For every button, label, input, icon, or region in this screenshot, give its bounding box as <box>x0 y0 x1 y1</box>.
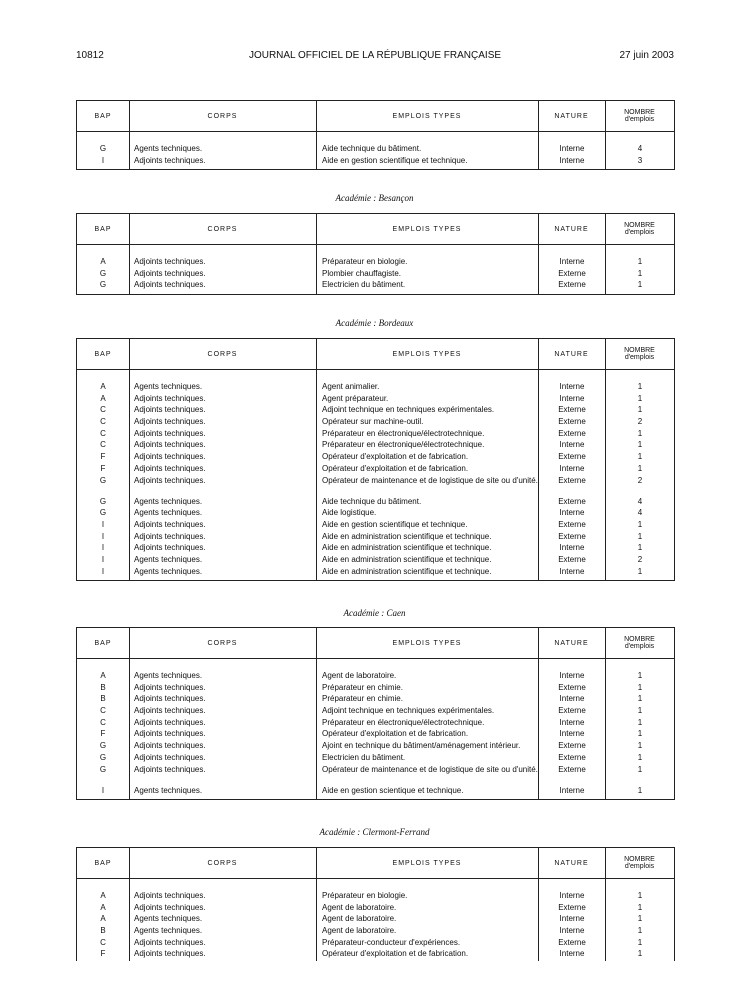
header-nombre <box>605 339 674 369</box>
cell-emploi-type: Agent de laboratoire. <box>322 671 397 680</box>
cell-nombre: 1 <box>637 531 643 541</box>
header-bap: BAP <box>94 859 112 867</box>
cell-nombre: 1 <box>637 428 643 438</box>
cell-nombre: 1 <box>637 405 643 415</box>
cell-nature: Externe <box>558 428 586 438</box>
cell-bap: C <box>100 428 106 438</box>
cell-emploi-type: Préparateur-conducteur d'expériences. <box>322 937 461 947</box>
header-corps: CORPS <box>207 350 238 358</box>
cell-corps: Adjoints techniques. <box>134 428 206 438</box>
header-nombre <box>605 628 674 658</box>
cell-emploi-type: Aide en gestion scientifique et technique. <box>322 155 468 165</box>
cell-nature: Interne <box>559 144 585 153</box>
cell-emploi-type: Aide en gestion scientifique et technique. <box>322 519 468 529</box>
cell-bap: G <box>99 144 107 153</box>
cell-emploi-type: Agent de laboratoire. <box>322 914 397 924</box>
academie-title: Académie : Besançon <box>335 193 414 203</box>
cell-nature: Interne <box>559 694 585 704</box>
cell-bap: I <box>101 785 105 795</box>
cell-corps: Adjoints techniques. <box>134 519 206 529</box>
cell-emploi-type: Adjoint technique en techniques expérimentales. <box>322 405 495 415</box>
table-row <box>77 729 674 741</box>
table-row <box>77 694 674 706</box>
cell-bap: I <box>101 543 105 553</box>
cell-nombre: 2 <box>637 475 643 485</box>
cell-bap: F <box>100 463 106 473</box>
cell-nombre: 1 <box>637 717 643 727</box>
cell-nature: Interne <box>559 508 585 518</box>
table-header <box>77 101 674 132</box>
table-header <box>77 214 674 245</box>
table-row <box>77 156 674 168</box>
cell-bap: B <box>100 682 106 692</box>
cell-bap: G <box>99 752 107 762</box>
cell-bap: G <box>99 741 107 751</box>
table-row <box>77 938 674 950</box>
academie-title: Académie : Bordeaux <box>335 318 414 328</box>
cell-nature: Externe <box>558 531 586 541</box>
cell-bap: A <box>100 891 106 900</box>
cell-bap: C <box>100 405 106 415</box>
cell-bap: A <box>100 902 106 912</box>
cell-bap: F <box>100 949 106 959</box>
employment-table <box>76 213 675 295</box>
table-header <box>77 848 674 879</box>
cell-corps: Adjoints techniques. <box>134 452 206 462</box>
header-nombre <box>605 848 674 878</box>
cell-corps: Agents techniques. <box>134 566 203 576</box>
cell-corps: Adjoints techniques. <box>134 937 206 947</box>
cell-bap: G <box>99 508 107 518</box>
cell-emploi-type: Opérateur d'exploitation et de fabrication. <box>322 729 469 739</box>
header-emplois-types: EMPLOIS TYPES <box>392 859 462 867</box>
cell-nature: Interne <box>559 891 585 900</box>
table-row <box>77 683 674 695</box>
cell-bap: I <box>101 531 105 541</box>
cell-corps: Agents techniques. <box>134 671 203 680</box>
cell-nature: Externe <box>558 937 586 947</box>
cell-nature: Externe <box>558 752 586 762</box>
cell-bap: A <box>100 671 106 680</box>
header-nombre-line1: NOMBRE <box>624 347 655 354</box>
cell-bap: C <box>100 937 106 947</box>
cell-nature: Interne <box>559 785 585 795</box>
cell-corps: Adjoints techniques. <box>134 280 206 290</box>
publication-date: 27 juin 2003 <box>619 50 674 61</box>
cell-bap: A <box>100 393 106 403</box>
cell-emploi-type: Préparateur en chimie. <box>322 682 403 692</box>
cell-nature: Externe <box>558 519 586 529</box>
cell-emploi-type: Aide technique du bâtiment. <box>322 144 422 153</box>
cell-emploi-type: Aide en administration scientifique et technique. <box>322 566 492 576</box>
table-body <box>77 245 674 294</box>
cell-nature: Interne <box>559 914 585 924</box>
header-corps: CORPS <box>207 639 238 647</box>
header-corps: CORPS <box>207 859 238 867</box>
table-row <box>77 382 674 394</box>
header-nombre-line1: NOMBRE <box>624 222 655 229</box>
cell-corps: Adjoints techniques. <box>134 268 206 278</box>
cell-bap: C <box>100 706 106 716</box>
employment-table <box>76 100 675 170</box>
header-nombre-line1: NOMBRE <box>624 109 655 116</box>
header-nature: NATURE <box>554 859 589 867</box>
table-body <box>77 879 674 961</box>
header-corps: CORPS <box>207 112 238 120</box>
cell-corps: Adjoints techniques. <box>134 257 206 266</box>
cell-emploi-type: Aide en gestion scientique et technique. <box>322 785 464 795</box>
cell-emploi-type: Opérateur d'exploitation et de fabrication. <box>322 949 469 959</box>
cell-corps: Adjoints techniques. <box>134 475 206 485</box>
table-row <box>77 269 674 281</box>
cell-nombre: 1 <box>637 463 643 473</box>
table-row <box>77 555 674 567</box>
cell-emploi-type: Préparateur en biologie. <box>322 257 408 266</box>
table-row <box>77 440 674 452</box>
cell-emploi-type: Agent préparateur. <box>322 393 389 403</box>
header-bap: BAP <box>94 639 112 647</box>
cell-emploi-type: Préparateur en électronique/électrotechnique. <box>322 717 485 727</box>
cell-nombre: 1 <box>637 382 643 391</box>
cell-bap: I <box>101 519 105 529</box>
cell-bap: G <box>99 496 107 506</box>
cell-nature: Interne <box>559 257 585 266</box>
cell-nombre: 1 <box>637 741 643 751</box>
cell-corps: Adjoints techniques. <box>134 393 206 403</box>
cell-nombre: 1 <box>637 257 643 266</box>
table-row <box>77 949 674 961</box>
cell-nature: Externe <box>558 280 586 290</box>
cell-emploi-type: Electricien du bâtiment. <box>322 752 406 762</box>
table-row <box>77 765 674 786</box>
cell-bap: A <box>100 382 106 391</box>
cell-bap: A <box>100 257 106 266</box>
cell-nombre: 1 <box>637 280 643 290</box>
cell-emploi-type: Préparateur en chimie. <box>322 694 403 704</box>
table-row <box>77 786 674 798</box>
cell-nature: Externe <box>558 706 586 716</box>
cell-corps: Agents techniques. <box>134 382 203 391</box>
table-row <box>77 753 674 765</box>
cell-nombre: 1 <box>637 752 643 762</box>
cell-nature: Externe <box>558 496 586 506</box>
cell-nombre: 3 <box>637 155 643 165</box>
header-nombre <box>605 101 674 131</box>
cell-corps: Adjoints techniques. <box>134 155 206 165</box>
table-row <box>77 903 674 915</box>
cell-emploi-type: Aide en administration scientifique et technique. <box>322 554 492 564</box>
table-row <box>77 508 674 520</box>
header-nombre-line1: NOMBRE <box>624 856 655 863</box>
cell-corps: Agents techniques. <box>134 926 203 936</box>
cell-bap: F <box>100 729 106 739</box>
cell-corps: Adjoints techniques. <box>134 694 206 704</box>
cell-nombre: 1 <box>637 543 643 553</box>
cell-emploi-type: Opérateur de maintenance et de logistique de site ou d'unité. <box>322 475 538 485</box>
header-nature: NATURE <box>554 350 589 358</box>
table-body <box>77 132 674 169</box>
cell-nature: Interne <box>559 543 585 553</box>
cell-nombre: 1 <box>637 682 643 692</box>
cell-nombre: 2 <box>637 417 643 427</box>
cell-corps: Adjoints techniques. <box>134 741 206 751</box>
cell-corps: Adjoints techniques. <box>134 949 206 959</box>
table-row <box>77 405 674 417</box>
cell-nombre: 1 <box>637 519 643 529</box>
cell-nombre: 1 <box>637 764 643 774</box>
header-emplois-types: EMPLOIS TYPES <box>392 639 462 647</box>
cell-nature: Externe <box>558 764 586 774</box>
cell-nombre: 1 <box>637 902 643 912</box>
table-header <box>77 628 674 659</box>
cell-nombre: 1 <box>637 440 643 450</box>
cell-nature: Interne <box>559 393 585 403</box>
cell-corps: Adjoints techniques. <box>134 682 206 692</box>
cell-nature: Interne <box>559 566 585 576</box>
cell-emploi-type: Préparateur en électronique/électrotechnique. <box>322 440 485 450</box>
header-bap: BAP <box>94 350 112 358</box>
table-header <box>77 339 674 370</box>
cell-corps: Agents techniques. <box>134 785 203 795</box>
cell-bap: A <box>100 914 106 924</box>
header-nombre-line2: d'emplois <box>624 863 655 870</box>
cell-bap: G <box>99 268 107 278</box>
employment-table <box>76 627 675 800</box>
table-row <box>77 394 674 406</box>
cell-bap: I <box>101 554 105 564</box>
header-corps: CORPS <box>207 225 238 233</box>
cell-corps: Adjoints techniques. <box>134 463 206 473</box>
cell-emploi-type: Aide en administration scientifique et technique. <box>322 531 492 541</box>
header-nombre-line2: d'emplois <box>624 116 655 123</box>
header-emplois-types: EMPLOIS TYPES <box>392 112 462 120</box>
cell-nature: Interne <box>559 382 585 391</box>
table-body <box>77 659 674 799</box>
cell-nombre: 1 <box>637 694 643 704</box>
employment-table <box>76 338 675 581</box>
table-row <box>77 476 674 497</box>
cell-corps: Agents techniques. <box>134 914 203 924</box>
cell-nature: Interne <box>559 155 585 165</box>
cell-nombre: 1 <box>637 566 643 576</box>
cell-nombre: 2 <box>637 554 643 564</box>
cell-corps: Agents techniques. <box>134 554 203 564</box>
table-row <box>77 520 674 532</box>
cell-nature: Externe <box>558 475 586 485</box>
header-nombre-line2: d'emplois <box>624 354 655 361</box>
table-row <box>77 497 674 509</box>
cell-emploi-type: Opérateur d'exploitation et de fabrication. <box>322 463 469 473</box>
table-row <box>77 280 674 292</box>
cell-nature: Interne <box>559 729 585 739</box>
table-row <box>77 257 674 269</box>
cell-nombre: 4 <box>637 508 643 518</box>
header-emplois-types: EMPLOIS TYPES <box>392 225 462 233</box>
cell-bap: C <box>100 417 106 427</box>
cell-corps: Adjoints techniques. <box>134 717 206 727</box>
cell-nombre: 1 <box>637 393 643 403</box>
cell-emploi-type: Préparateur en électronique/électrotechnique. <box>322 428 485 438</box>
cell-nature: Externe <box>558 452 586 462</box>
table-body <box>77 370 674 580</box>
table-row <box>77 706 674 718</box>
cell-nombre: 4 <box>637 144 643 153</box>
header-nombre <box>605 214 674 244</box>
cell-nature: Interne <box>559 949 585 959</box>
cell-nombre: 1 <box>637 949 643 959</box>
table-row <box>77 914 674 926</box>
cell-bap: G <box>99 280 107 290</box>
cell-corps: Adjoints techniques. <box>134 417 206 427</box>
cell-bap: B <box>100 926 106 936</box>
cell-bap: B <box>100 694 106 704</box>
cell-corps: Adjoints techniques. <box>134 752 206 762</box>
cell-nature: Externe <box>558 417 586 427</box>
cell-corps: Agents techniques. <box>134 144 203 153</box>
table-row <box>77 429 674 441</box>
cell-emploi-type: Opérateur sur machine-outil. <box>322 417 424 427</box>
cell-nature: Interne <box>559 440 585 450</box>
page-header <box>76 50 674 64</box>
cell-corps: Adjoints techniques. <box>134 531 206 541</box>
cell-nature: Externe <box>558 405 586 415</box>
cell-bap: G <box>99 764 107 774</box>
cell-nature: Interne <box>559 671 585 680</box>
cell-emploi-type: Aide technique du bâtiment. <box>322 496 422 506</box>
academie-title: Académie : Caen <box>343 608 406 618</box>
cell-corps: Adjoints techniques. <box>134 543 206 553</box>
cell-emploi-type: Electricien du bâtiment. <box>322 280 406 290</box>
cell-nombre: 1 <box>637 926 643 936</box>
header-nombre-line1: NOMBRE <box>624 636 655 643</box>
cell-emploi-type: Ajoint en technique du bâtiment/aménagement intérieur. <box>322 741 521 751</box>
cell-emploi-type: Agent de laboratoire. <box>322 926 397 936</box>
cell-emploi-type: Préparateur en biologie. <box>322 891 408 900</box>
cell-nombre: 1 <box>637 706 643 716</box>
table-row <box>77 464 674 476</box>
cell-corps: Adjoints techniques. <box>134 891 206 900</box>
header-nature: NATURE <box>554 639 589 647</box>
header-bap: BAP <box>94 225 112 233</box>
table-row <box>77 543 674 555</box>
cell-bap: G <box>99 475 107 485</box>
cell-corps: Agents techniques. <box>134 508 203 518</box>
cell-nombre: 1 <box>637 671 643 680</box>
cell-emploi-type: Opérateur de maintenance et de logistique de site ou d'unité. <box>322 764 538 774</box>
cell-nature: Externe <box>558 268 586 278</box>
page-number: 10812 <box>76 50 104 61</box>
table-row <box>77 452 674 464</box>
cell-emploi-type: Aide en administration scientifique et technique. <box>322 543 492 553</box>
cell-nature: Externe <box>558 554 586 564</box>
cell-corps: Adjoints techniques. <box>134 729 206 739</box>
cell-emploi-type: Agent de laboratoire. <box>322 902 397 912</box>
cell-bap: C <box>100 717 106 727</box>
employment-table <box>76 847 675 961</box>
cell-nombre: 1 <box>637 268 643 278</box>
table-row <box>77 144 674 156</box>
cell-nature: Interne <box>559 717 585 727</box>
cell-emploi-type: Aide logistique. <box>322 508 377 518</box>
academie-title: Académie : Clermont-Ferrand <box>319 827 430 837</box>
header-nombre-line2: d'emplois <box>624 229 655 236</box>
cell-nombre: 1 <box>637 785 643 795</box>
table-row <box>77 532 674 544</box>
cell-bap: F <box>100 452 106 462</box>
cell-bap: I <box>101 566 105 576</box>
cell-corps: Adjoints techniques. <box>134 902 206 912</box>
table-row <box>77 718 674 730</box>
header-nombre-line2: d'emplois <box>624 643 655 650</box>
cell-emploi-type: Opérateur d'exploitation et de fabrication. <box>322 452 469 462</box>
header-bap: BAP <box>94 112 112 120</box>
cell-nature: Externe <box>558 741 586 751</box>
cell-nombre: 1 <box>637 452 643 462</box>
cell-bap: C <box>100 440 106 450</box>
table-row <box>77 741 674 753</box>
cell-nature: Interne <box>559 926 585 936</box>
cell-corps: Adjoints techniques. <box>134 706 206 716</box>
table-row <box>77 671 674 683</box>
cell-nature: Interne <box>559 463 585 473</box>
cell-emploi-type: Adjoint technique en techniques expérimentales. <box>322 706 495 716</box>
table-row <box>77 417 674 429</box>
cell-corps: Agents techniques. <box>134 496 203 506</box>
cell-nature: Externe <box>558 682 586 692</box>
header-nature: NATURE <box>554 225 589 233</box>
cell-emploi-type: Plombier chauffagiste. <box>322 268 402 278</box>
cell-emploi-type: Agent animalier. <box>322 382 380 391</box>
cell-nombre: 4 <box>637 496 643 506</box>
table-row <box>77 926 674 938</box>
cell-corps: Adjoints techniques. <box>134 405 206 415</box>
journal-title: JOURNAL OFFICIEL DE LA RÉPUBLIQUE FRANÇAISE <box>248 50 502 61</box>
cell-nombre: 1 <box>637 937 643 947</box>
cell-corps: Adjoints techniques. <box>134 440 206 450</box>
cell-corps: Adjoints techniques. <box>134 764 206 774</box>
cell-nombre: 1 <box>637 891 643 900</box>
header-emplois-types: EMPLOIS TYPES <box>392 350 462 358</box>
cell-bap: I <box>101 155 105 165</box>
table-row <box>77 567 674 579</box>
table-row <box>77 891 674 903</box>
cell-nombre: 1 <box>637 729 643 739</box>
cell-nombre: 1 <box>637 914 643 924</box>
cell-nature: Externe <box>558 902 586 912</box>
header-nature: NATURE <box>554 112 589 120</box>
